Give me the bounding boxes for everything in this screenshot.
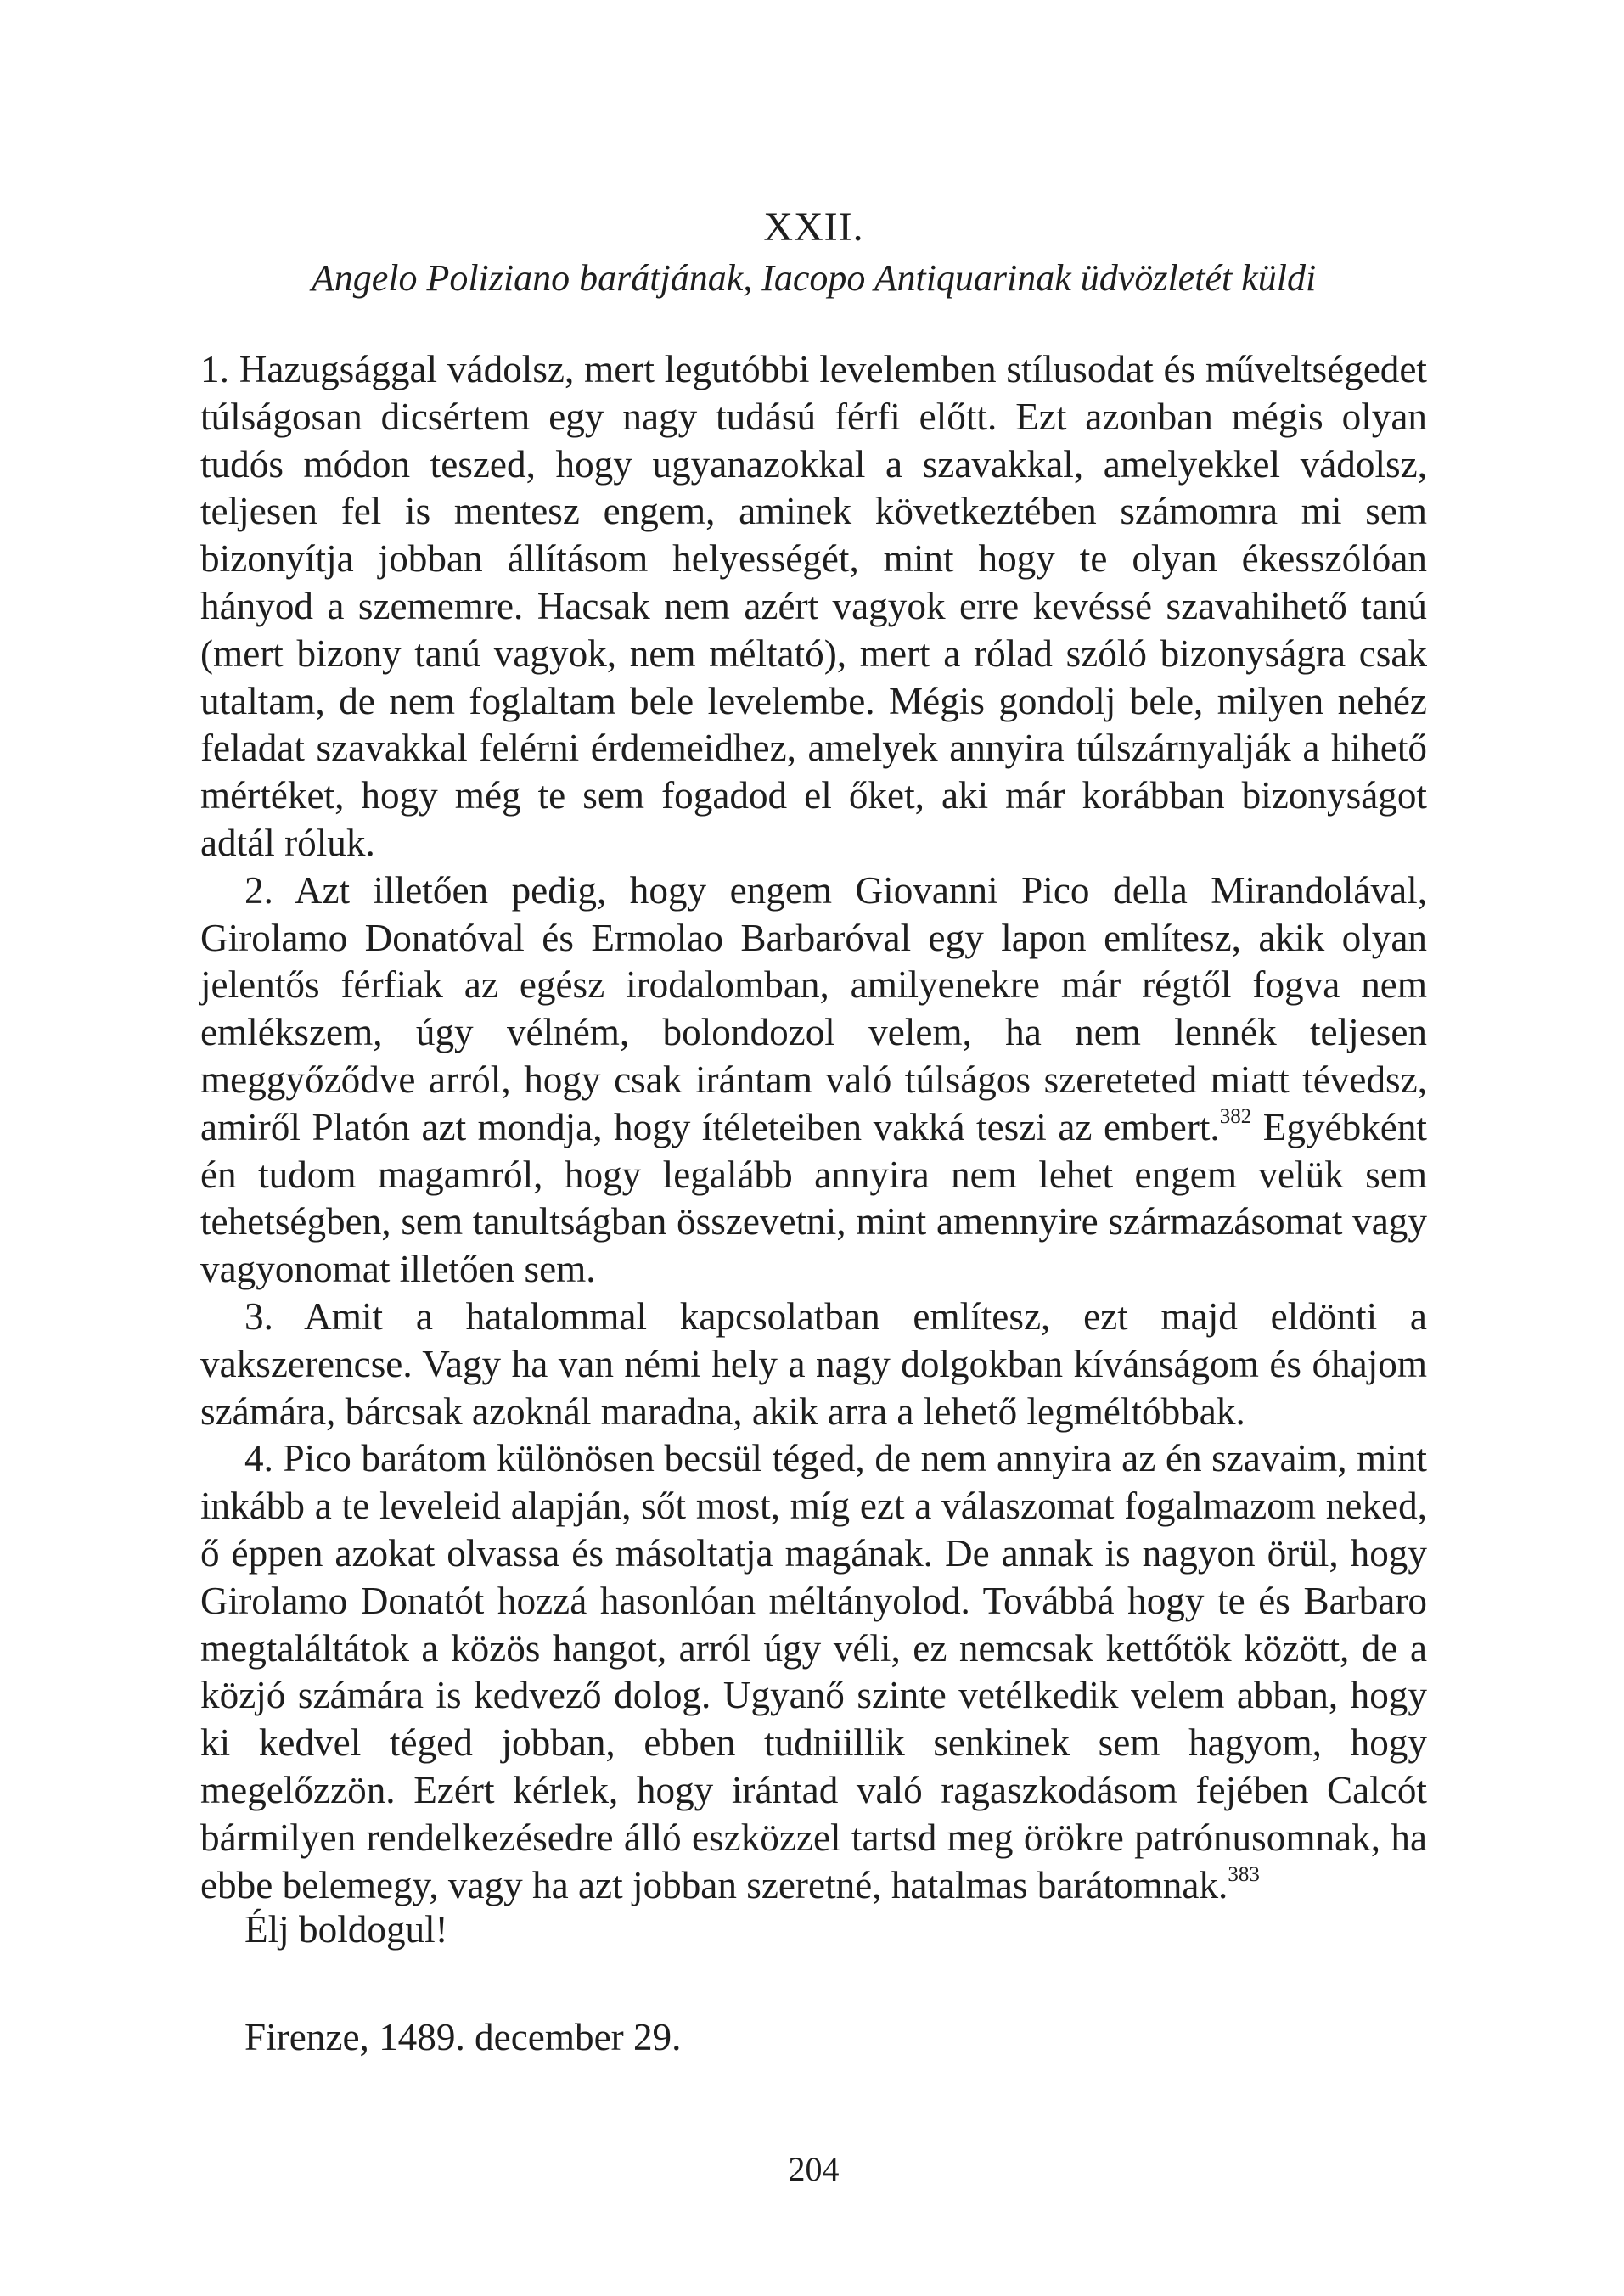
closing-greeting: Élj boldogul! xyxy=(244,1908,448,1951)
paragraph-text-continued: Egyébként én tudom magamról, hogy legalább annyira nem lehet engem velük sem tehetségben, sem tanultságban összevetni, mint amennyire származásomat vagy vagyonomat illetően sem. xyxy=(200,1105,1427,1291)
paragraph-3 xyxy=(200,1294,1427,1435)
page-number: 204 xyxy=(788,2150,840,2188)
paragraph-2 xyxy=(200,867,1427,1294)
chapter-number: XXII. xyxy=(763,205,864,250)
paragraph-text: 1. Hazugsággal vádolsz, mert legutóbbi levelemben stílusodat és műveltségedet túlságosan dicsértem egy nagy tudású férfi előtt. Ezt azonban mégis olyan tudós módon teszed, hogy ugyanazokkal a szavakkal, amelyekkel vádolsz, teljesen fel is mentesz engem, aminek következtében számomra mi sem bizonyítja jobban állításom helyességét, mint hogy te olyan ékesszólóan hányod a szememre. Hacsak nem azért vagyok erre kevéssé szavahihető tanú (mert bizony tanú vagyok, nem méltató), mert a rólad szóló bizonyságra csak utaltam, de nem foglaltam bele levelembe. Mégis gondolj bele, milyen nehéz feladat szavakkal felérni érdemeidhez, amelyek annyira túlszárnyalják a hihető mértéket, hogy még te sem fogadod el őket, aki már korábban bizonyságot adtál róluk. xyxy=(200,348,1427,864)
footnote-marker: 382 xyxy=(1219,1104,1252,1128)
book-page xyxy=(200,0,1427,2296)
chapter-title: Angelo Poliziano barátjának, Iacopo Antiquarinak üdvözletét küldi xyxy=(311,257,1317,299)
paragraph-text: 2. Azt illetően pedig, hogy engem Giovanni Pico della Mirandolával, Girolamo Donatóval és Ermolao Barbaróval egy lapon említesz, akik olyan jelentős férfiak az egész irodalomban, amilyenekre már régtől fogva nem emlékszem, úgy vélném, bolondozol velem, ha nem lennék teljesen meggyőződve arról, hogy csak irántam való túlságos szereteted miatt tévedsz, amiről Platón azt mondja, hogy ítéleteiben vakká teszi az embert. xyxy=(200,868,1427,1148)
paragraph-1 xyxy=(200,346,1427,867)
letter-body xyxy=(200,346,1427,1909)
paragraph-text: 4. Pico barátom különösen becsül téged, de nem annyira az én szavaim, mint inkább a te leveleid alapján, sőt most, míg ezt a válaszomat fogalmazom neked, ő éppen azokat olvassa és másoltatja magának. De annak is nagyon örül, hogy Girolamo Donatót hozzá hasonlóan méltányolod. Továbbá hogy te és Barbaro megtaláltátok a közös hangot, arról úgy véli, ez nemcsak kettőtök között, de a közjó számára is kedvező dolog. Ugyanő szinte vetélkedik velem abban, hogy ki kedvel téged jobban, ebben tudniillik senkinek sem hagyom, hogy megelőzzön. Ezért kérlek, hogy irántad való ragaszkodásom fejében Calcót bármilyen rendelkezésedre álló eszközzel tartsd meg örökre patrónusomnak, ha ebbe belemegy, vagy ha azt jobban szeretné, hatalmas barátomnak. xyxy=(200,1437,1427,1906)
closing-place-date: Firenze, 1489. december 29. xyxy=(244,2016,682,2058)
paragraph-text: 3. Amit a hatalommal kapcsolatban említesz, ezt majd eldönti a vakszerencse. Vagy ha van némi hely a nagy dolgokban kívánságom és óhajom számára, bárcsak azoknál maradna, akik arra a lehető legméltóbbak. xyxy=(200,1294,1427,1433)
paragraph-4 xyxy=(200,1435,1427,1909)
footnote-marker: 383 xyxy=(1228,1862,1260,1886)
